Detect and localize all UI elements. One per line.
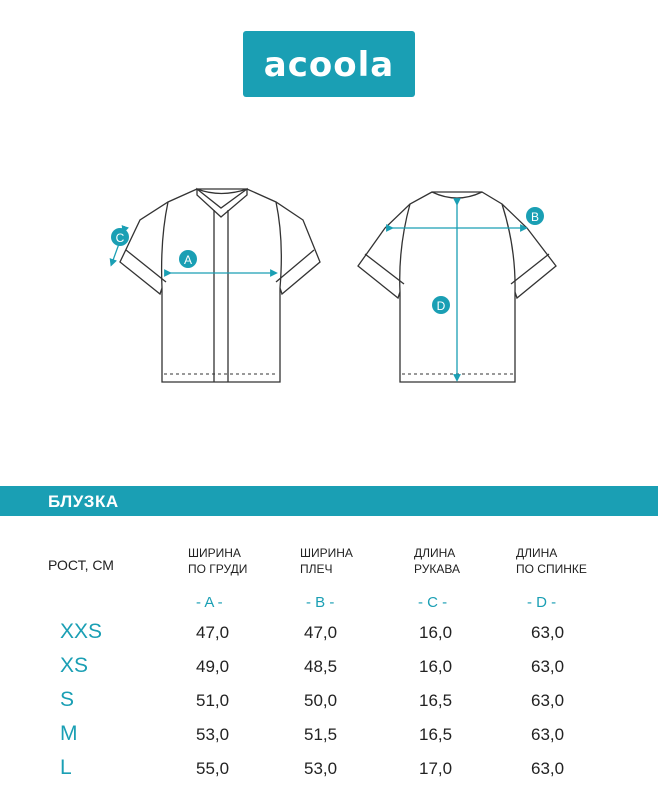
- column-letter-b: - B -: [306, 594, 335, 611]
- table-row: [0, 688, 658, 712]
- marker-c-label: C: [115, 231, 125, 245]
- value-cell: 51,0: [196, 691, 230, 710]
- value-cell: 63,0: [531, 657, 565, 676]
- value-cell: 50,0: [304, 691, 338, 710]
- size-label: XS: [60, 654, 89, 677]
- size-label: S: [60, 688, 75, 711]
- column-header-line: ШИРИНА: [300, 546, 353, 560]
- column-header-line: ПЛЕЧ: [300, 562, 333, 576]
- brand-logo: [243, 31, 415, 97]
- value-cell: 16,5: [419, 725, 453, 744]
- section-band: [0, 486, 658, 516]
- column-letter-a: - A -: [196, 594, 223, 611]
- logo-text: acoola: [263, 45, 395, 85]
- column-header-line: ДЛИНА: [516, 546, 558, 560]
- value-cell: 48,5: [304, 657, 338, 676]
- column-header-back-length: [516, 545, 587, 577]
- height-header: РОСТ, СМ: [48, 557, 114, 573]
- value-cell: 47,0: [196, 623, 230, 642]
- value-cell: 16,0: [419, 657, 453, 676]
- value-cell: 55,0: [196, 759, 230, 778]
- value-cell: 49,0: [196, 657, 230, 676]
- value-cell: 63,0: [531, 691, 565, 710]
- value-cell: 63,0: [531, 725, 565, 744]
- value-cell: 16,5: [419, 691, 453, 710]
- marker-b-label: B: [530, 210, 540, 224]
- garment-diagram: [0, 170, 658, 400]
- column-header-shoulder: [300, 545, 353, 577]
- value-cell: 17,0: [419, 759, 453, 778]
- column-header-line: ДЛИНА: [414, 546, 456, 560]
- size-label: XXS: [60, 620, 103, 643]
- value-cell: 51,5: [304, 725, 338, 744]
- column-header-line: ПО ГРУДИ: [188, 562, 248, 576]
- column-letter-d: - D -: [527, 594, 557, 611]
- value-cell: 53,0: [196, 725, 230, 744]
- column-header-line: РУКАВА: [414, 562, 460, 576]
- marker-d-label: D: [436, 299, 446, 313]
- table-row: [0, 756, 658, 780]
- column-header-line: ШИРИНА: [188, 546, 241, 560]
- column-header-sleeve: [414, 545, 460, 577]
- value-cell: 53,0: [304, 759, 338, 778]
- column-header-chest: [188, 545, 247, 577]
- table-row: [0, 654, 658, 678]
- section-title: БЛУЗКА: [48, 492, 119, 511]
- column-header-line: ПО СПИНКЕ: [516, 562, 587, 576]
- marker-a-label: A: [183, 253, 193, 267]
- value-cell: 63,0: [531, 623, 565, 642]
- value-cell: 63,0: [531, 759, 565, 778]
- size-label: M: [60, 722, 78, 745]
- column-letter-c: - C -: [418, 594, 448, 611]
- front-view: [120, 189, 320, 382]
- table-row: [0, 620, 658, 644]
- value-cell: 16,0: [419, 623, 453, 642]
- value-cell: 47,0: [304, 623, 338, 642]
- size-label: L: [60, 756, 72, 779]
- table-row: [0, 722, 658, 746]
